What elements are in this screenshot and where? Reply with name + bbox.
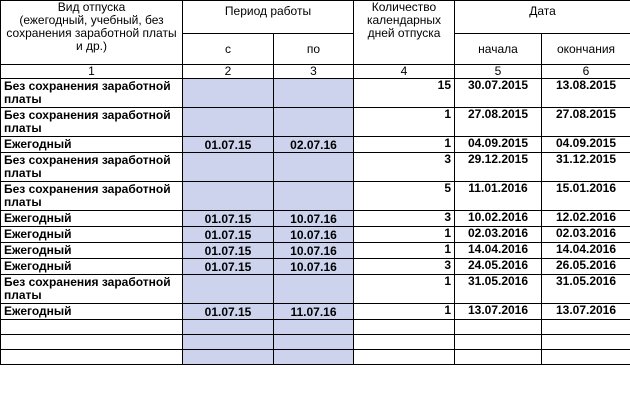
days-count-cell: 1	[354, 243, 455, 259]
table-row	[1, 275, 630, 304]
column-numbers-row	[1, 65, 630, 79]
empty-cell	[354, 335, 455, 350]
date-start-cell: 04.09.2015	[455, 137, 542, 153]
empty-cell	[455, 350, 542, 365]
date-end-cell: 14.04.2016	[542, 243, 630, 259]
empty-cell	[542, 350, 630, 365]
leave-type-cell: Ежегодный	[1, 137, 183, 153]
column-number: 4	[354, 65, 455, 79]
days-count-cell: 1	[354, 304, 455, 320]
period-to-cell: 11.07.16	[274, 304, 354, 320]
date-end-cell: 31.12.2015	[542, 153, 630, 182]
header-leave-type: Вид отпуска (ежегодный, учебный, без сохранения заработной платы и др.)	[1, 1, 183, 65]
period-from-cell: 01.07.15	[183, 259, 274, 275]
table-row	[1, 137, 630, 153]
table-row	[1, 304, 630, 320]
leave-type-cell: Ежегодный	[1, 227, 183, 243]
period-from-cell: 01.07.15	[183, 211, 274, 227]
column-number: 6	[542, 65, 630, 79]
empty-cell	[274, 335, 354, 350]
period-to-cell	[274, 182, 354, 211]
period-to-cell	[274, 108, 354, 137]
empty-cell	[455, 335, 542, 350]
empty-cell	[354, 350, 455, 365]
date-start-cell: 31.05.2016	[455, 275, 542, 304]
date-start-cell: 30.07.2015	[455, 79, 542, 108]
leave-type-cell: Ежегодный	[1, 211, 183, 227]
period-from-cell: 01.07.15	[183, 137, 274, 153]
date-start-cell: 29.12.2015	[455, 153, 542, 182]
header-date-end: окончания	[542, 34, 630, 65]
date-start-cell: 11.01.2016	[455, 182, 542, 211]
date-start-cell: 13.07.2016	[455, 304, 542, 320]
period-to-cell	[274, 275, 354, 304]
table-row	[1, 227, 630, 243]
empty-cell	[183, 335, 274, 350]
empty-row	[1, 350, 630, 365]
date-end-cell: 13.07.2016	[542, 304, 630, 320]
empty-cell	[455, 320, 542, 335]
date-start-cell: 02.03.2016	[455, 227, 542, 243]
leave-type-cell: Без сохранения заработной платы	[1, 79, 183, 108]
table-row	[1, 243, 630, 259]
date-end-cell: 13.08.2015	[542, 79, 630, 108]
empty-row	[1, 320, 630, 335]
column-number: 3	[274, 65, 354, 79]
empty-cell	[1, 335, 183, 350]
header-days-count: Количество календарных дней отпуска	[354, 1, 455, 65]
period-from-cell	[183, 108, 274, 137]
empty-cell	[542, 335, 630, 350]
empty-cell	[1, 350, 183, 365]
leave-type-cell: Без сохранения заработной платы	[1, 182, 183, 211]
date-end-cell: 15.01.2016	[542, 182, 630, 211]
days-count-cell: 1	[354, 108, 455, 137]
days-count-cell: 3	[354, 259, 455, 275]
period-to-cell: 10.07.16	[274, 227, 354, 243]
table-row	[1, 259, 630, 275]
period-to-cell: 02.07.16	[274, 137, 354, 153]
empty-cell	[274, 320, 354, 335]
period-to-cell: 10.07.16	[274, 259, 354, 275]
days-count-cell: 3	[354, 211, 455, 227]
leave-type-cell: Ежегодный	[1, 243, 183, 259]
date-start-cell: 24.05.2016	[455, 259, 542, 275]
date-start-cell: 10.02.2016	[455, 211, 542, 227]
days-count-cell: 15	[354, 79, 455, 108]
column-number: 1	[1, 65, 183, 79]
date-end-cell: 27.08.2015	[542, 108, 630, 137]
date-start-cell: 27.08.2015	[455, 108, 542, 137]
leave-type-cell: Ежегодный	[1, 304, 183, 320]
header-work-period: Период работы	[183, 1, 354, 34]
date-end-cell: 31.05.2016	[542, 275, 630, 304]
table-row	[1, 153, 630, 182]
column-number: 2	[183, 65, 274, 79]
empty-row	[1, 335, 630, 350]
period-from-cell: 01.07.15	[183, 243, 274, 259]
period-from-cell	[183, 79, 274, 108]
period-to-cell: 10.07.16	[274, 211, 354, 227]
empty-cell	[542, 320, 630, 335]
table-header	[1, 1, 630, 79]
empty-cell	[354, 320, 455, 335]
header-period-from: с	[183, 34, 274, 65]
days-count-cell: 5	[354, 182, 455, 211]
table-row	[1, 79, 630, 108]
table-row	[1, 182, 630, 211]
header-period-to: по	[274, 34, 354, 65]
date-end-cell: 12.02.2016	[542, 211, 630, 227]
empty-cell	[1, 320, 183, 335]
period-to-cell	[274, 153, 354, 182]
leave-type-cell: Ежегодный	[1, 259, 183, 275]
table-row	[1, 108, 630, 137]
date-end-cell: 26.05.2016	[542, 259, 630, 275]
period-from-cell	[183, 153, 274, 182]
empty-cell	[183, 320, 274, 335]
date-end-cell: 04.09.2015	[542, 137, 630, 153]
header-date: Дата	[455, 1, 630, 34]
period-to-cell	[274, 79, 354, 108]
header-date-start: начала	[455, 34, 542, 65]
days-count-cell: 1	[354, 137, 455, 153]
leave-type-cell: Без сохранения заработной платы	[1, 108, 183, 137]
table-body	[1, 79, 630, 365]
days-count-cell: 1	[354, 227, 455, 243]
period-from-cell: 01.07.15	[183, 304, 274, 320]
period-from-cell	[183, 275, 274, 304]
period-to-cell: 10.07.16	[274, 243, 354, 259]
leave-type-cell: Без сохранения заработной платы	[1, 275, 183, 304]
date-start-cell: 14.04.2016	[455, 243, 542, 259]
empty-cell	[183, 350, 274, 365]
period-from-cell: 01.07.15	[183, 227, 274, 243]
period-from-cell	[183, 182, 274, 211]
table-row	[1, 211, 630, 227]
date-end-cell: 02.03.2016	[542, 227, 630, 243]
empty-cell	[274, 350, 354, 365]
days-count-cell: 1	[354, 275, 455, 304]
days-count-cell: 3	[354, 153, 455, 182]
leave-type-cell: Без сохранения заработной платы	[1, 153, 183, 182]
column-number: 5	[455, 65, 542, 79]
